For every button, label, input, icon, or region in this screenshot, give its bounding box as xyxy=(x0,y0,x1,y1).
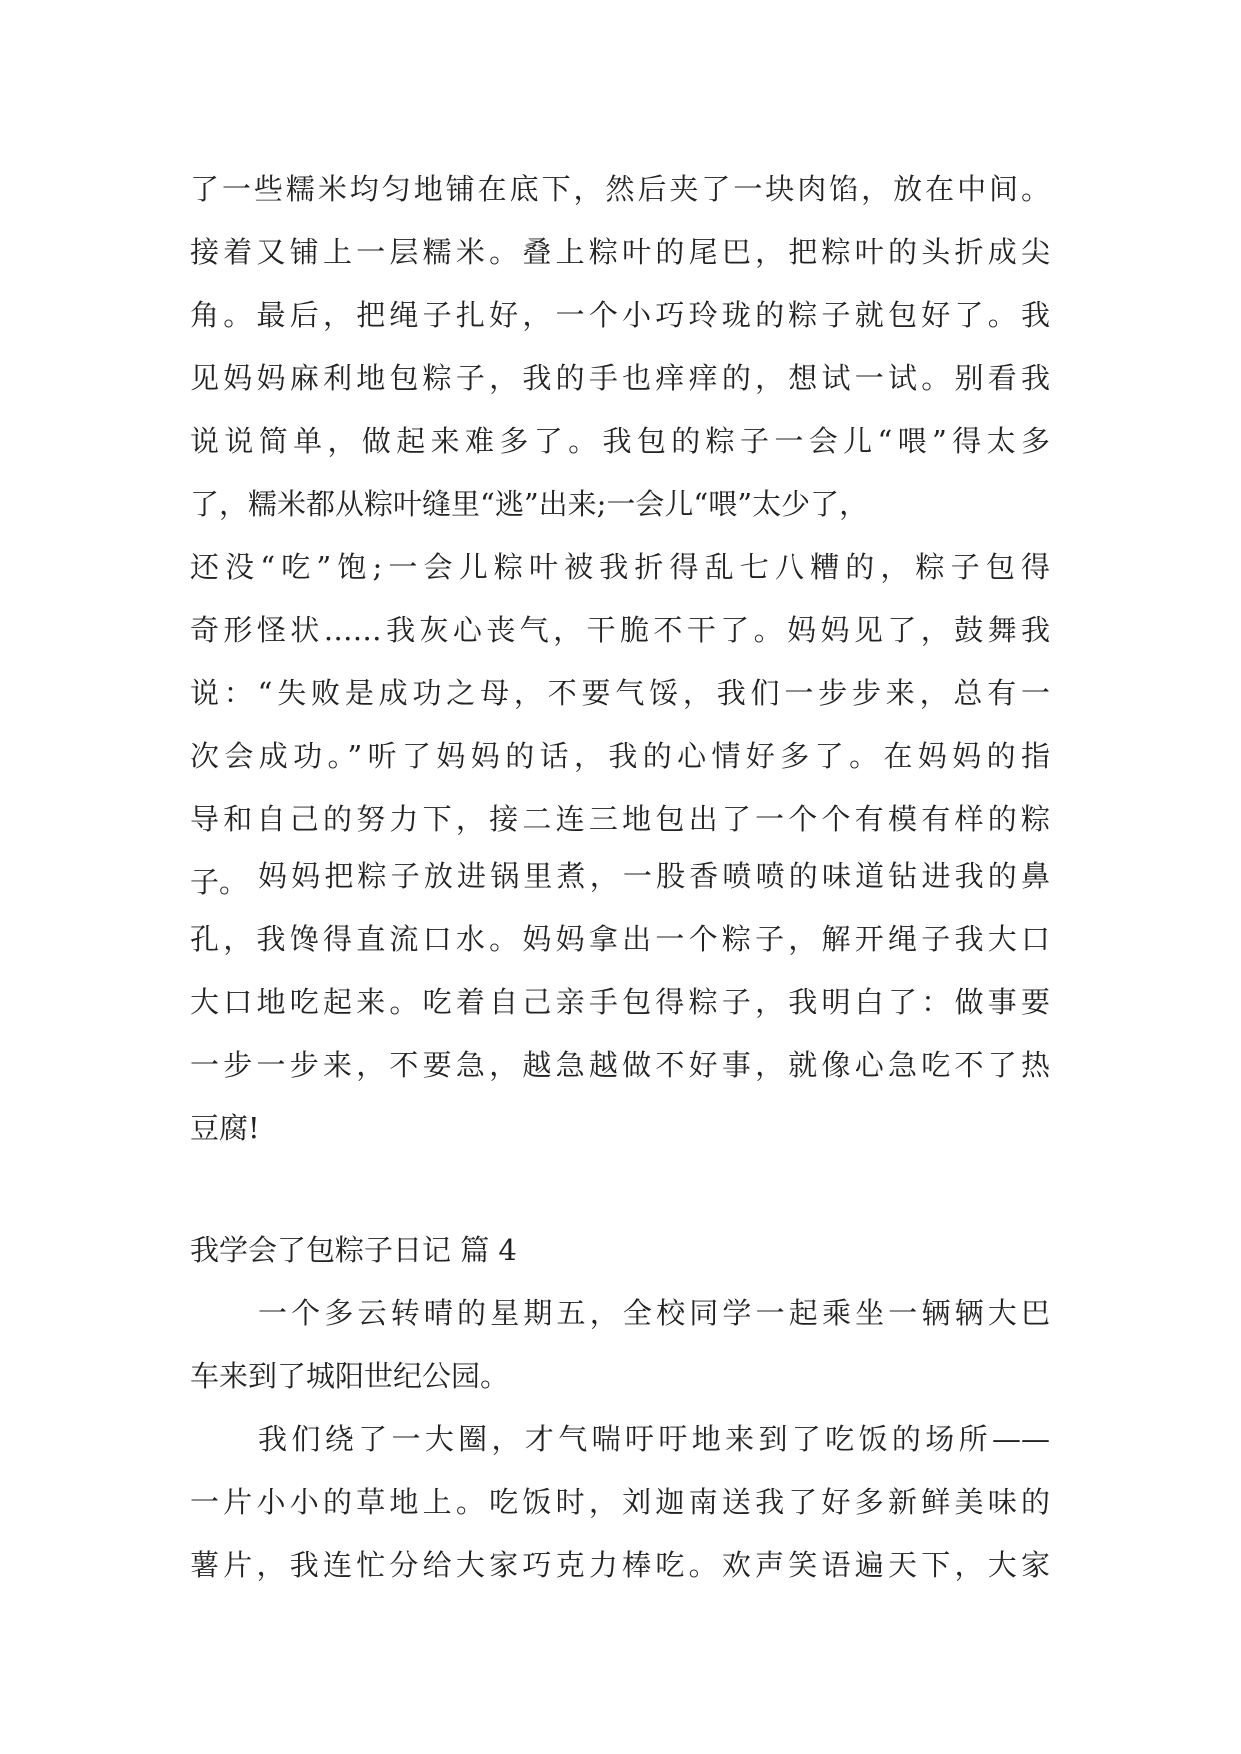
paragraph-2 xyxy=(190,845,1050,1160)
paragraph-line: 了一些糯米均匀地铺在底下，然后夹了一块肉馅，放在中间。 xyxy=(190,172,1050,206)
paragraph-line: 奇形怪状……我灰心丧气，干脆不干了。妈妈见了，鼓舞我 xyxy=(190,613,1050,647)
paragraph-line: 一个多云转晴的星期五，全校同学一起乘坐一辆辆大巴 xyxy=(258,1296,1050,1330)
paragraph-line: 妈妈把粽子放进锅里煮，一股香喷喷的味道钻进我的鼻 xyxy=(258,859,1050,893)
paragraph-line: 说说简单，做起来难多了。我包的粽子一会儿“喂”得太多 xyxy=(190,424,1050,458)
paragraph-line: 一步一步来，不要急，越急越做不好事，就像心急吃不了热 xyxy=(190,1048,1050,1082)
paragraph-1 xyxy=(190,158,1050,914)
paragraph-line: 子。 xyxy=(190,865,249,899)
paragraph-line: 孔，我馋得直流口水。妈妈拿出一个粽子，解开绳子我大口 xyxy=(190,922,1050,956)
paragraph-4 xyxy=(190,1408,1050,1597)
paragraph-3 xyxy=(190,1282,1050,1408)
section-title-text: 我学会了包粽子日记 篇 4 xyxy=(190,1233,517,1267)
paragraph-line: 角。最后，把绳子扎好，一个小巧玲珑的粽子就包好了。我 xyxy=(190,298,1050,332)
paragraph-line: 还没“吃”饱;一会儿粽叶被我折得乱七八糟的，粽子包得 xyxy=(190,550,1050,584)
paragraph-line: 了，糯米都从粽叶缝里“逃”出来;一会儿“喂”太少了， xyxy=(190,487,869,521)
paragraph-line: 一片小小的草地上。吃饭时，刘迦南送我了好多新鲜美味的 xyxy=(190,1485,1050,1519)
paragraph-line: 大口地吃起来。吃着自己亲手包得粽子，我明白了：做事要 xyxy=(190,985,1050,1019)
section-title xyxy=(190,1219,1050,1282)
paragraph-line: 豆腐! xyxy=(190,1111,260,1145)
paragraph-line: 导和自己的努力下，接二连三地包出了一个个有模有样的粽 xyxy=(190,802,1050,836)
paragraph-line: 见妈妈麻利地包粽子，我的手也痒痒的，想试一试。别看我 xyxy=(190,361,1050,395)
paragraph-line: 我们绕了一大圈，才气喘吁吁地来到了吃饭的场所—— xyxy=(258,1422,1050,1456)
paragraph-line: 说：“失败是成功之母，不要气馁，我们一步步来，总有一 xyxy=(190,676,1050,710)
paragraph-line: 次会成功。”听了妈妈的话，我的心情好多了。在妈妈的指 xyxy=(190,739,1050,773)
paragraph-line: 车来到了城阳世纪公园。 xyxy=(190,1359,510,1393)
paragraph-line: 接着又铺上一层糯米。叠上粽叶的尾巴，把粽叶的头折成尖 xyxy=(190,235,1050,269)
paragraph-line: 薯片，我连忙分给大家巧克力棒吃。欢声笑语遍天下，大家 xyxy=(190,1548,1050,1582)
